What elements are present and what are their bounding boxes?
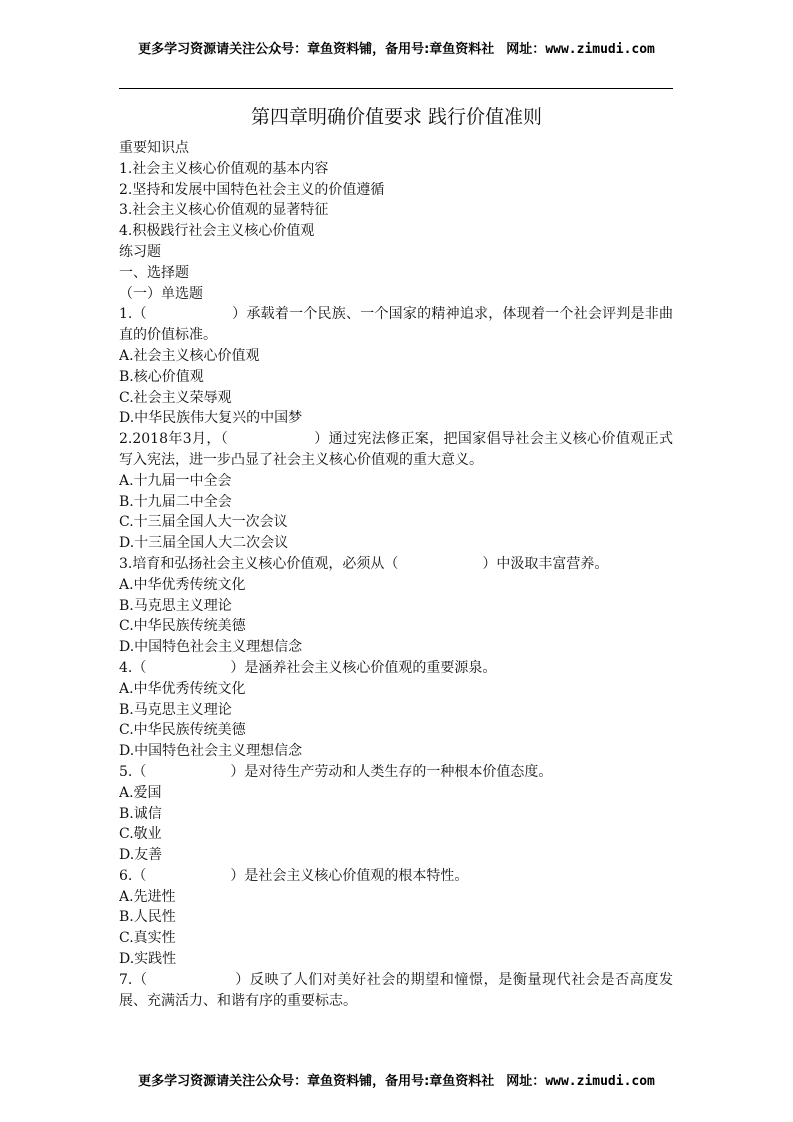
header-text: 更多学习资源请关注公众号：章鱼资料铺，备用号:章鱼资料社 bbox=[138, 42, 495, 57]
option: B.核心价值观 bbox=[119, 368, 204, 385]
header-site-url[interactable]: www.zimudi.com bbox=[545, 42, 655, 57]
footer-text: 更多学习资源请关注公众号：章鱼资料铺，备用号:章鱼资料社 bbox=[138, 1074, 495, 1089]
exercise-heading: 练习题 bbox=[119, 243, 161, 260]
option: C.真实性 bbox=[119, 930, 176, 947]
knowledge-item: 2.坚持和发展中国特色社会主义的价值遵循 bbox=[119, 181, 385, 198]
page-title: 第四章明确价值要求 践行价值准则 bbox=[250, 106, 543, 128]
option: B.马克思主义理论 bbox=[119, 597, 232, 614]
option: A.先进性 bbox=[119, 888, 176, 905]
option: C.社会主义荣辱观 bbox=[119, 389, 232, 406]
option: B.马克思主义理论 bbox=[119, 701, 232, 718]
subsection-heading: （一）单选题 bbox=[119, 285, 203, 302]
question-text: 6.（ ）是社会主义核心价值观的根本特性。 bbox=[119, 867, 469, 884]
question-text: 2.2018年3月，（ ）通过宪法修正案，把国家倡导社会主义核心价值观正式写入宪法，进一步凸显了社会主义核心价值观的重大意义。 bbox=[119, 431, 673, 468]
document-body bbox=[119, 138, 673, 1011]
question-text: 3.培育和弘扬社会主义核心价值观，必须从（ ）中汲取丰富营养。 bbox=[119, 555, 609, 572]
option: D.实践性 bbox=[119, 951, 177, 968]
option: B.诚信 bbox=[119, 805, 162, 822]
option: D.友善 bbox=[119, 847, 163, 864]
option: D.中国特色社会主义理想信念 bbox=[119, 639, 303, 656]
footer-banner bbox=[0, 1070, 793, 1089]
option: C.敬业 bbox=[119, 826, 162, 843]
header-site-label: 网址： bbox=[506, 42, 546, 57]
footer-site-label: 网址： bbox=[506, 1074, 546, 1089]
option: D.中华民族伟大复兴的中国梦 bbox=[119, 410, 303, 427]
footer-site-url[interactable]: www.zimudi.com bbox=[545, 1074, 655, 1089]
section-heading: 一、选择题 bbox=[119, 264, 189, 281]
option: D.十三届全国人大二次会议 bbox=[119, 535, 289, 552]
option: A.中华优秀传统文化 bbox=[119, 680, 246, 697]
question-text: 7.（ ）反映了人们对美好社会的期望和憧憬，是衡量现代社会是否高度发展、充满活力、和谐有序的重要标志。 bbox=[119, 971, 673, 1009]
header-divider bbox=[119, 88, 673, 89]
option: A.中华优秀传统文化 bbox=[119, 576, 246, 593]
question-text: 5.（ ）是对待生产劳动和人类生存的一种根本价值态度。 bbox=[119, 763, 553, 780]
option: A.社会主义核心价值观 bbox=[119, 347, 260, 364]
option: A.十九届一中全会 bbox=[119, 472, 232, 489]
knowledge-heading: 重要知识点 bbox=[119, 140, 189, 156]
knowledge-item: 4.积极践行社会主义核心价值观 bbox=[119, 223, 315, 240]
knowledge-item: 3.社会主义核心价值观的显著特征 bbox=[119, 202, 329, 219]
header-banner bbox=[0, 38, 793, 57]
option: C.中华民族传统美德 bbox=[119, 618, 246, 635]
option: B.十九届二中全会 bbox=[119, 493, 232, 510]
knowledge-item: 1.社会主义核心价值观的基本内容 bbox=[119, 160, 329, 177]
option: D.中国特色社会主义理想信念 bbox=[119, 743, 303, 760]
question-text: 4.（ ）是涵养社会主义核心价值观的重要源泉。 bbox=[119, 659, 497, 676]
option: B.人民性 bbox=[119, 909, 176, 926]
option: C.十三届全国人大一次会议 bbox=[119, 514, 288, 531]
question-text: 1.（ ）承载着一个民族、一个国家的精神追求，体现着一个社会评判是非曲直的价值标准。 bbox=[119, 306, 673, 344]
option: A.爱国 bbox=[119, 784, 162, 801]
option: C.中华民族传统美德 bbox=[119, 722, 246, 739]
